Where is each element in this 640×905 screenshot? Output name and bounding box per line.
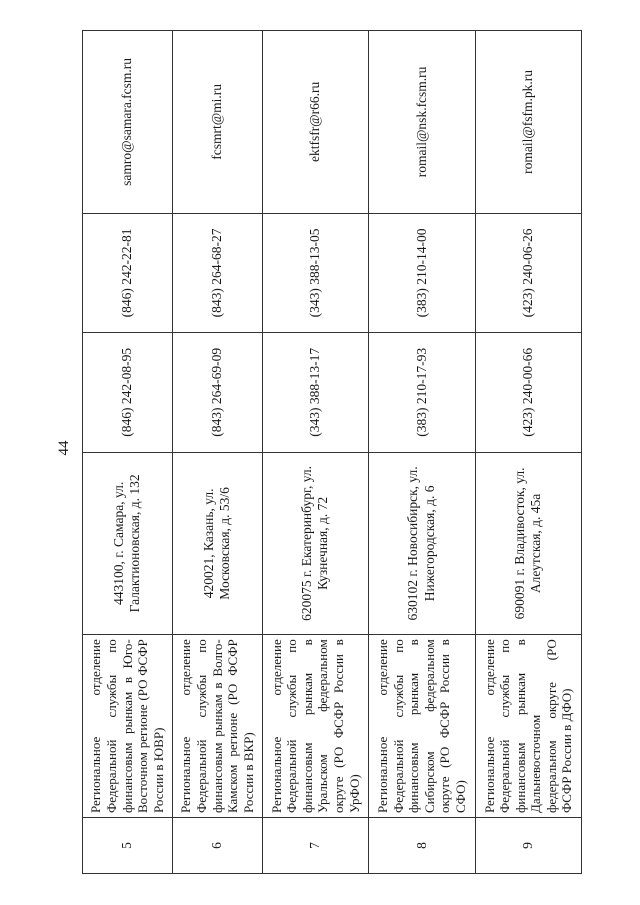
office-email: samro@samara.fcsm.ru xyxy=(83,31,173,214)
office-name: Региональное отделение Федеральной службы по финансовым рынкам в Сибирском федеральном округе (РО ФСФР России в СФО) xyxy=(369,635,475,818)
row-number: 6 xyxy=(172,818,262,874)
row-number: 9 xyxy=(475,818,581,874)
row-number: 8 xyxy=(369,818,475,874)
office-address: 420021, Казань, ул. Московская, д. 53/6 xyxy=(172,452,262,635)
row-number: 5 xyxy=(83,818,173,874)
office-phone: (423) 240-00-66 xyxy=(475,333,581,452)
office-fax: (423) 240-06-26 xyxy=(475,213,581,332)
office-email: ektfsfr@r66.ru xyxy=(262,31,368,214)
table-row xyxy=(475,31,581,874)
office-name: Региональное отделение Федеральной службы по финансовым рынкам в Волго-Камском регионе (РО ФСФР России в ВКР) xyxy=(172,635,262,818)
page-number: 44 xyxy=(56,440,72,456)
office-fax: (383) 210-14-00 xyxy=(369,213,475,332)
office-phone: (843) 264-69-09 xyxy=(172,333,262,452)
office-name: Региональное отделение Федеральной службы по финансовым рынкам в Юго-Восточном регионе (РО ФСФР России в ЮВР) xyxy=(83,635,173,818)
rotated-page xyxy=(52,12,588,892)
office-email: fcsmrt@mi.ru xyxy=(172,31,262,214)
office-fax: (343) 388-13-05 xyxy=(262,213,368,332)
table-row xyxy=(83,31,173,874)
office-email: romail@nsk.fcsm.ru xyxy=(369,31,475,214)
office-phone: (846) 242-08-95 xyxy=(83,333,173,452)
office-fax: (846) 242-22-81 xyxy=(83,213,173,332)
office-fax: (843) 264-68-27 xyxy=(172,213,262,332)
office-address: 630102 г. Новосибирск, ул. Нижегородская, д. 6 xyxy=(369,452,475,635)
office-address: 620075 г. Екатеринбург, ул. Кузнечная, д. 72 xyxy=(262,452,368,635)
office-address: 443100, г. Самара, ул. Галактионовская, д. 132 xyxy=(83,452,173,635)
office-name: Региональное отделение Федеральной службы по финансовым рынкам в Уральском федеральном округе (РО ФСФР России в УрФО) xyxy=(262,635,368,818)
table-row xyxy=(172,31,262,874)
regional-offices-table xyxy=(82,30,582,874)
row-number: 7 xyxy=(262,818,368,874)
office-email: romail@fsfm.pk.ru xyxy=(475,31,581,214)
office-name: Региональное отделение Федеральной службы по финансовым рынкам в Дальневосточном федеральном округе (РО ФСФР России в ДФО) xyxy=(475,635,581,818)
office-phone: (383) 210-17-93 xyxy=(369,333,475,452)
table-row xyxy=(369,31,475,874)
table-row xyxy=(262,31,368,874)
office-address: 690091 г. Владивосток, ул. Алеутская, д. 45а xyxy=(475,452,581,635)
office-phone: (343) 388-13-17 xyxy=(262,333,368,452)
